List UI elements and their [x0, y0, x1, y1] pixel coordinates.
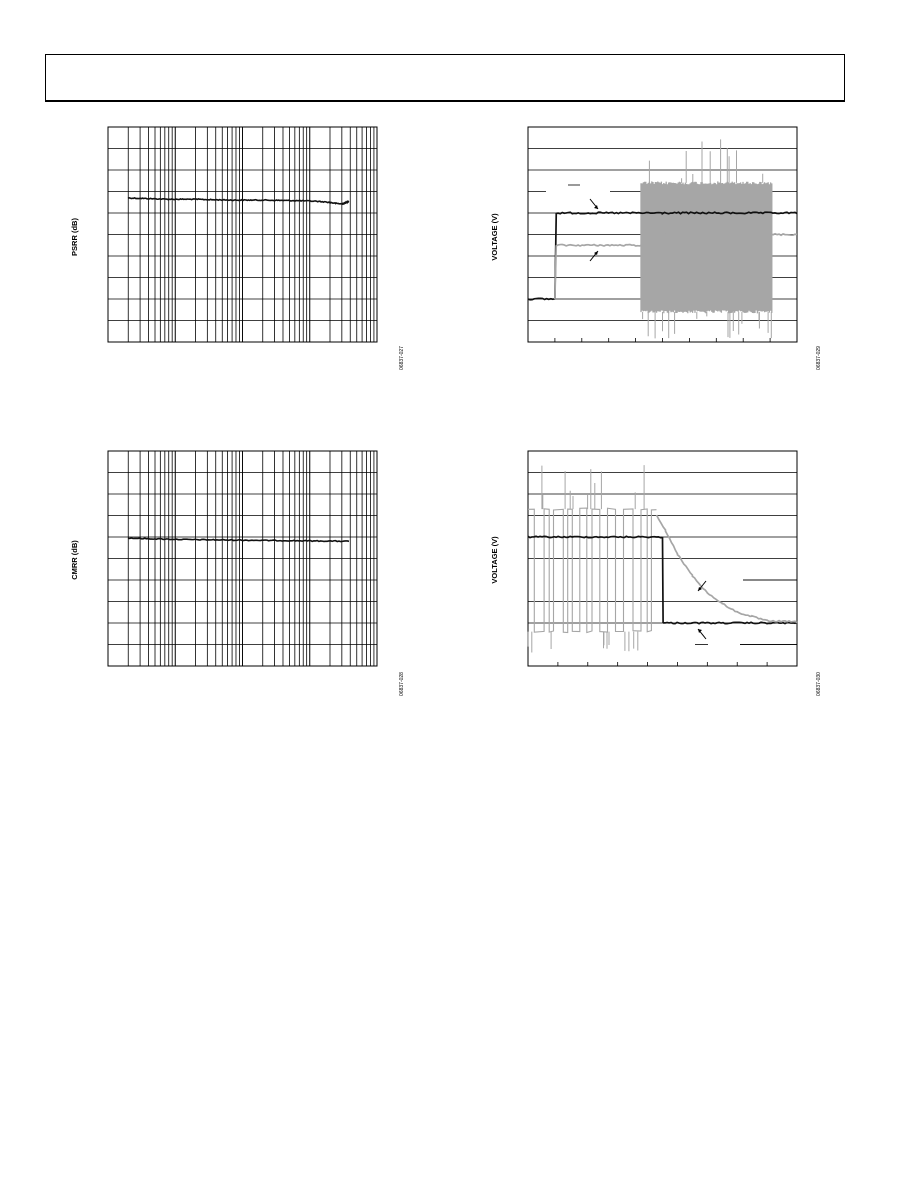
psrr-y-axis-label: PSRR (dB) — [70, 218, 79, 256]
turn-on-y-axis-label: VOLTAGE (V) — [490, 213, 499, 261]
turnoff-switching-wave — [528, 508, 657, 632]
cmrr-series — [128, 538, 349, 542]
cmrr-series-0 — [128, 538, 349, 542]
psrr-figure-id: 06837-027 — [399, 346, 405, 370]
turn-on-series — [528, 139, 797, 338]
turn-on-figure-id: 06837-029 — [816, 346, 822, 370]
psrr-series — [128, 198, 349, 204]
psrr-chart — [70, 127, 405, 370]
cmrr-y-axis-label: CMRR (dB) — [70, 540, 79, 580]
psrr-series-0 — [128, 198, 349, 204]
psrr-grid — [108, 127, 377, 342]
turnoff-arrowhead-1 — [698, 629, 702, 633]
turn-off-figure-id: 06837-030 — [816, 672, 822, 696]
turnon-arrowhead-1 — [594, 251, 598, 255]
turnoff-series-1 — [657, 515, 797, 623]
cmrr-grid — [108, 451, 377, 666]
turn-on-chart — [490, 127, 822, 370]
turn-off-y-axis-label: VOLTAGE (V) — [490, 536, 499, 584]
turnon-arrowhead-0 — [594, 205, 598, 209]
turnon-switching-burst — [641, 181, 772, 313]
cmrr-figure-id: 06837-028 — [399, 672, 405, 696]
cmrr-chart — [70, 451, 405, 696]
turn-off-chart — [490, 451, 822, 696]
